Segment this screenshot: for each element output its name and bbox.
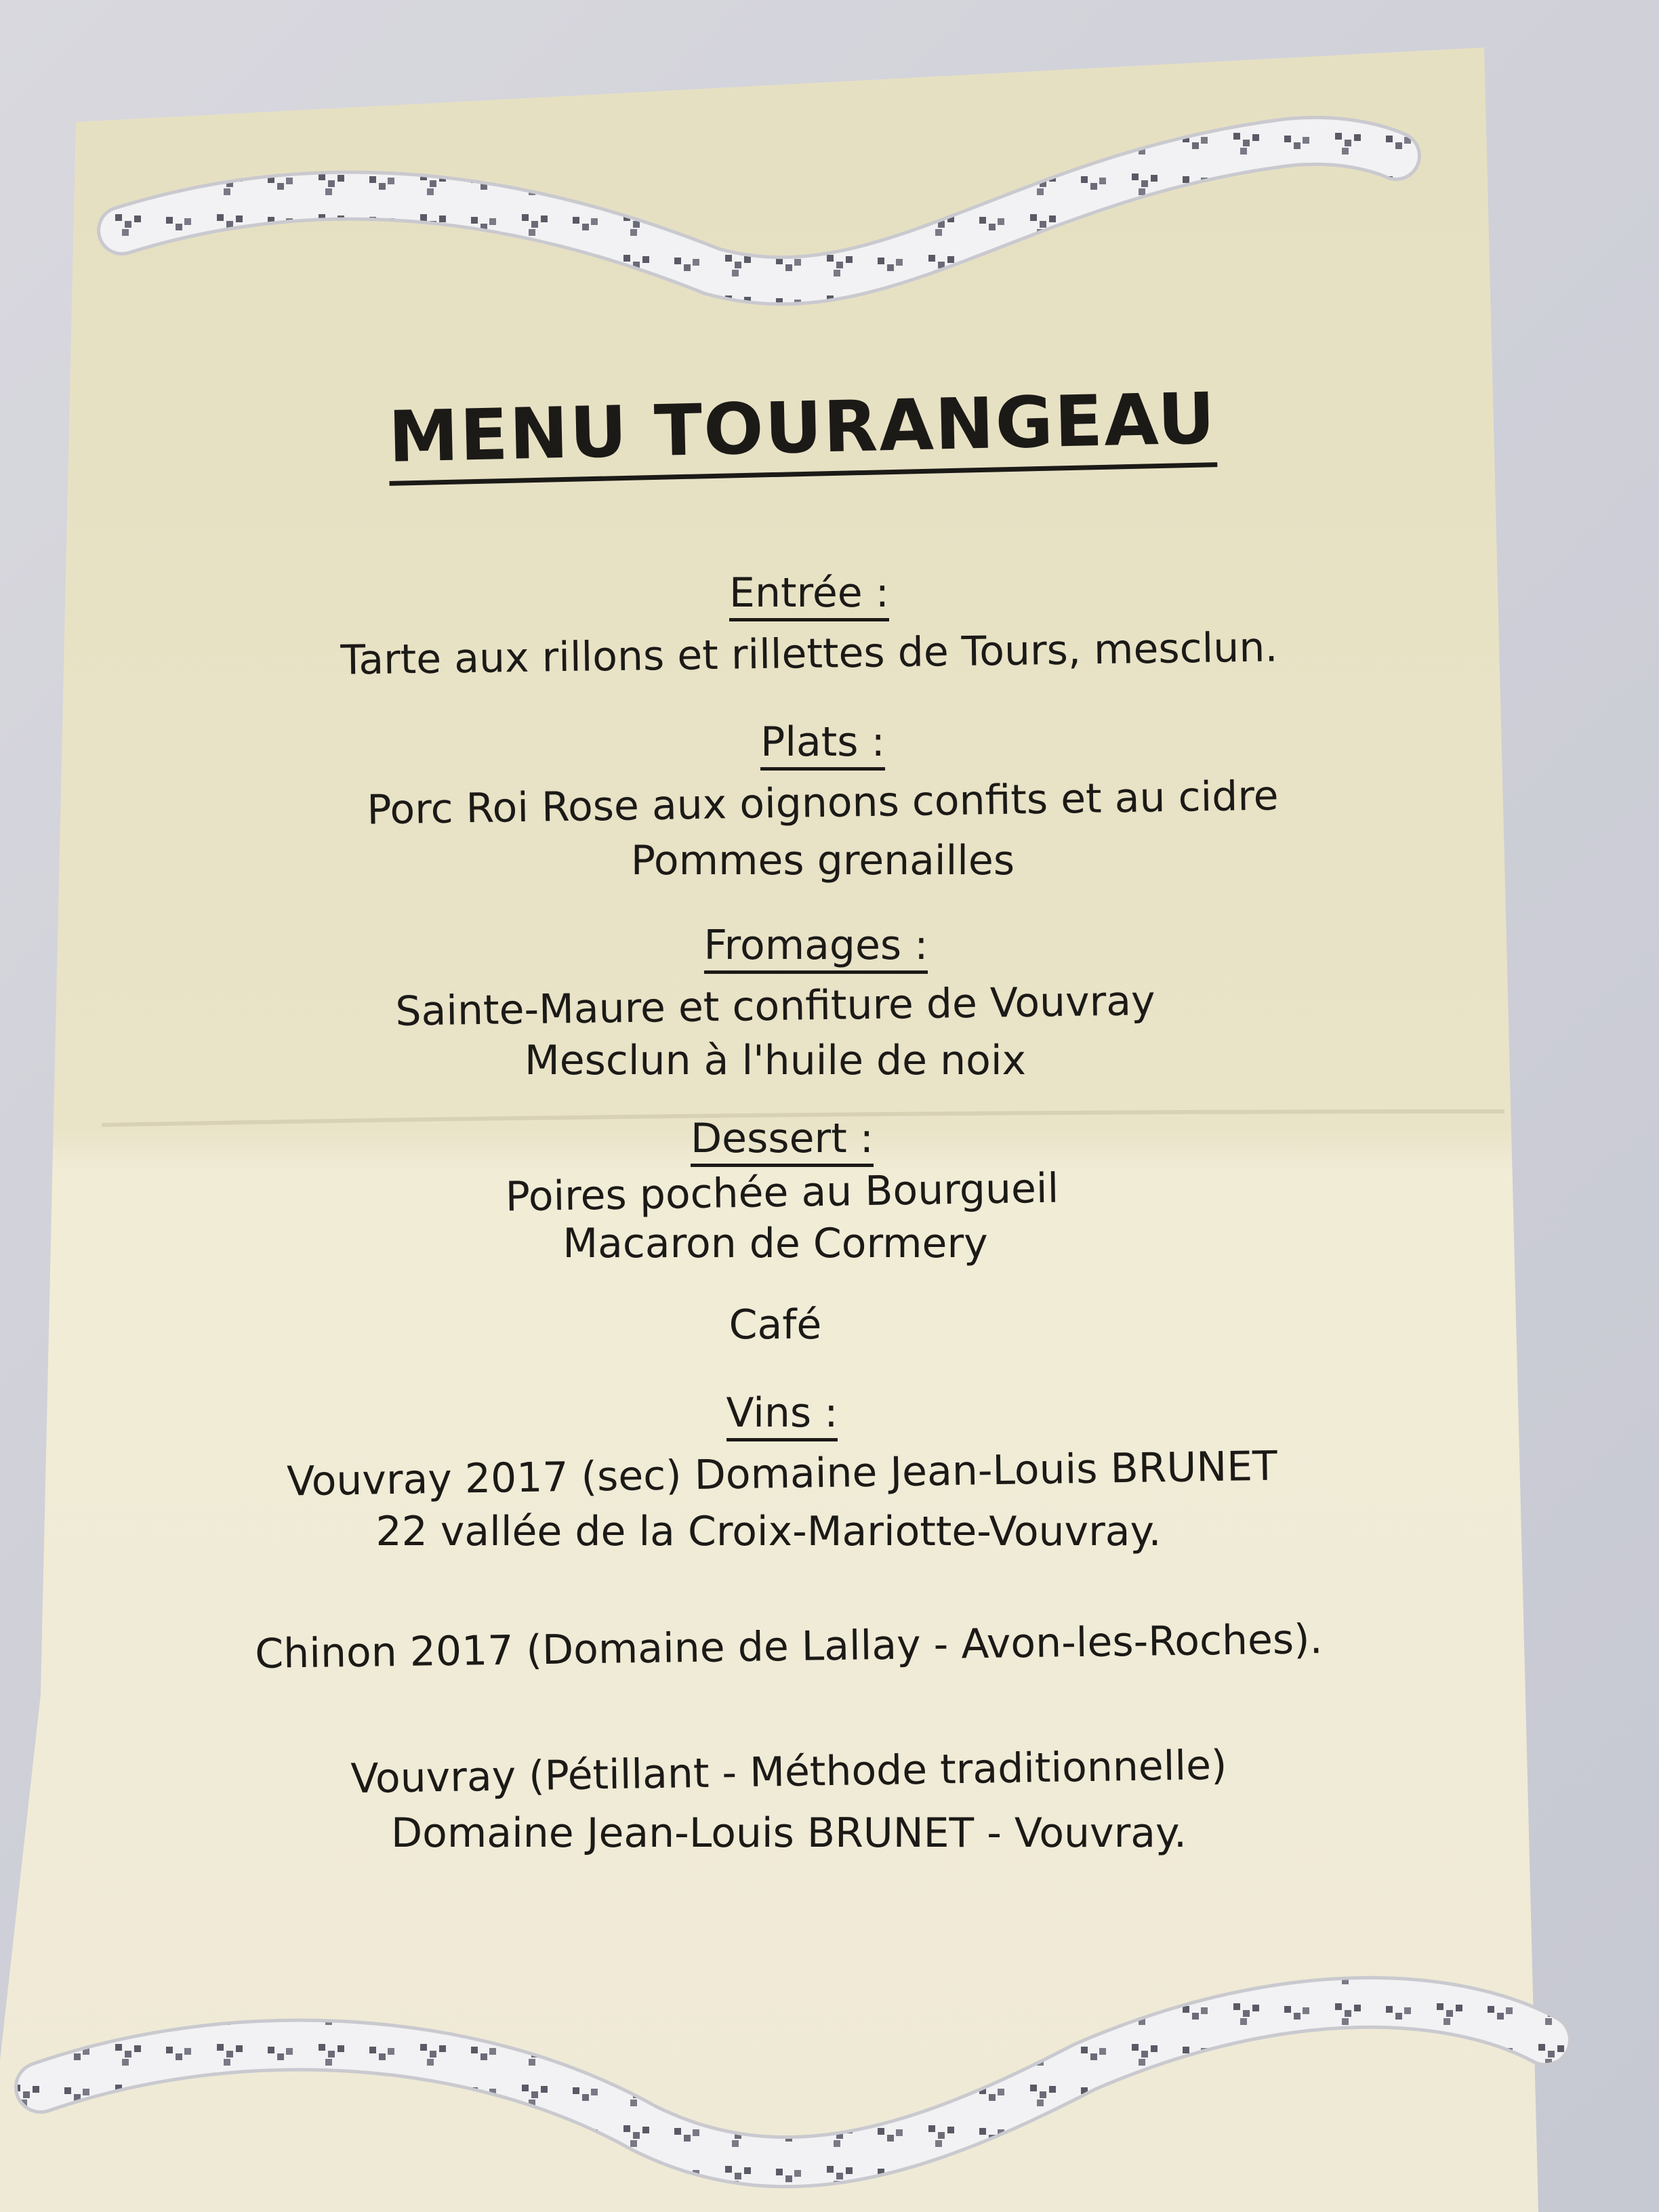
fromages-line-2: Mesclun à l'huile de noix <box>524 1037 1027 1084</box>
wine-3-line-2: Domaine Jean-Louis BRUNET - Vouvray. <box>390 1809 1187 1857</box>
wine-1-line-2: 22 vallée de la Croix-Mariotte-Vouvray. <box>375 1508 1162 1555</box>
dessert-line-1: Poires pochée au Bourgueil <box>505 1164 1059 1221</box>
cafe-line: Café <box>729 1301 822 1349</box>
plats-line-1: Porc Roi Rose aux oignons confits et au cidre <box>366 772 1279 834</box>
entree-heading: Entrée : <box>0 569 1639 621</box>
wine-1-line-1: Vouvray 2017 (sec) Domaine Jean-Louis BRUNET <box>286 1442 1278 1506</box>
entree-line-1: Tarte aux rillons et rillettes de Tours, mesclun. <box>340 623 1278 684</box>
menu-title: MENU TOURANGEAU <box>0 367 1633 495</box>
fromages-line-1: Sainte-Maure et confiture de Vouvray <box>395 977 1155 1036</box>
dessert-line-2: Macaron de Cormery <box>562 1220 988 1267</box>
plats-line-2: Pommes grenailles <box>630 837 1015 884</box>
wine-3-line-1: Vouvray (Pétillant - Méthode traditionnelle) <box>350 1741 1227 1803</box>
dessert-heading: Dessert : <box>0 1115 1612 1167</box>
wine-2-line-1: Chinon 2017 (Domaine de Lallay - Avon-les-Roches). <box>254 1616 1324 1678</box>
fromages-heading: Fromages : <box>0 922 1645 974</box>
vins-heading: Vins : <box>0 1389 1612 1441</box>
plats-heading: Plats : <box>0 718 1652 771</box>
